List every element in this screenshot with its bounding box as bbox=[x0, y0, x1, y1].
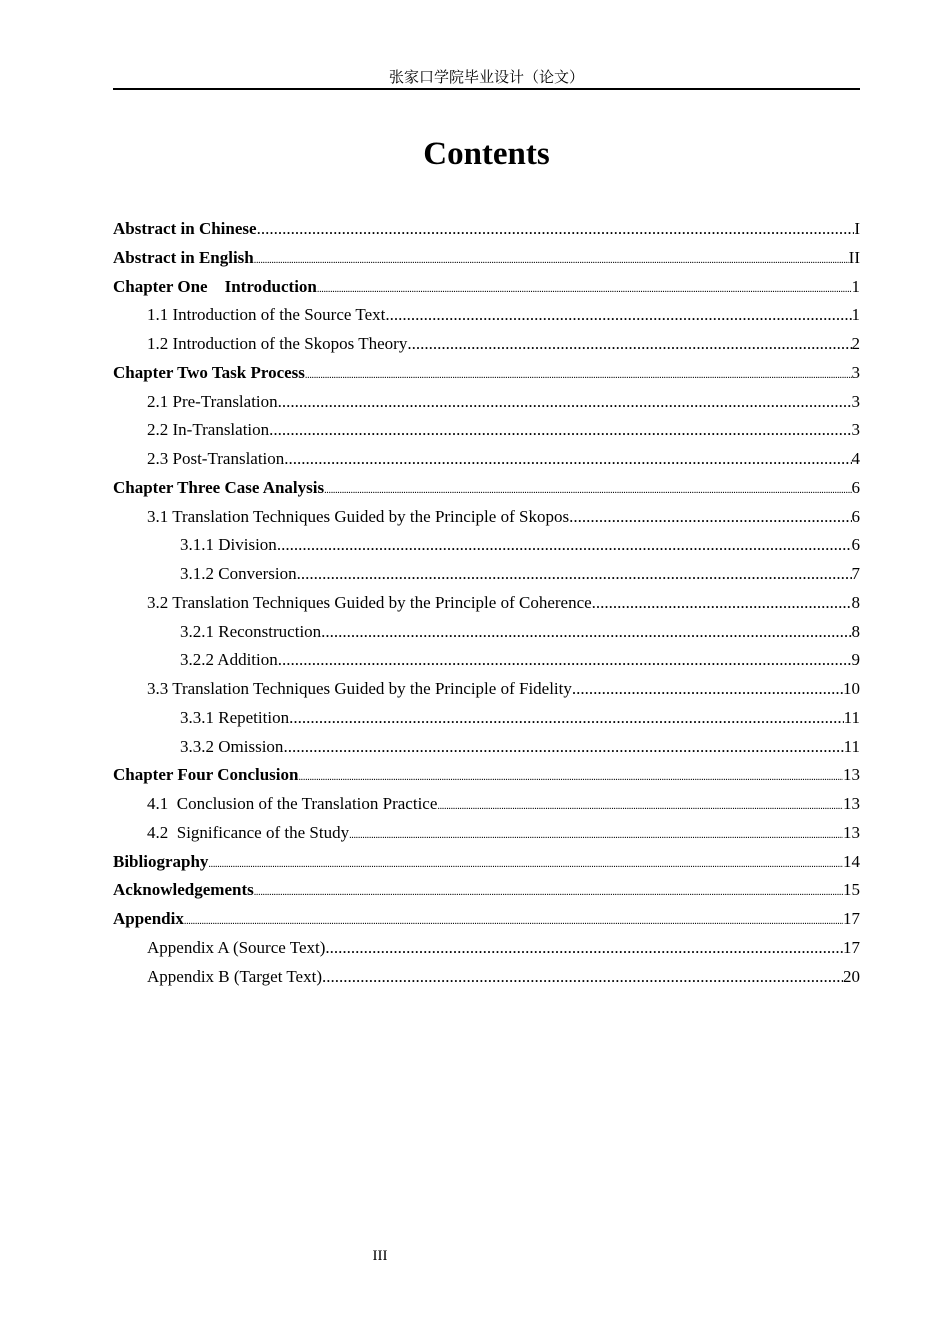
page-number: III bbox=[372, 1248, 388, 1264]
toc-entry-page: 3 bbox=[851, 391, 860, 411]
toc-entry-page: 6 bbox=[851, 535, 860, 555]
dot-leader bbox=[569, 503, 851, 532]
toc-entry[interactable] bbox=[113, 761, 860, 790]
toc-entry[interactable] bbox=[113, 848, 860, 877]
toc-entry-page: 8 bbox=[851, 621, 860, 641]
toc-entry-label: 3.3.2 Omission bbox=[180, 736, 284, 756]
toc-entry-label: Appendix A (Source Text) bbox=[147, 937, 326, 957]
toc-entry-label: 3.1 Translation Techniques Guided by the Principle of Skopos bbox=[147, 506, 570, 526]
toc-entry[interactable] bbox=[113, 905, 860, 934]
table-of-contents bbox=[113, 215, 860, 991]
dot-leader bbox=[321, 618, 851, 647]
dot-leader bbox=[283, 733, 843, 762]
toc-entry[interactable] bbox=[113, 215, 860, 244]
toc-title: Contents bbox=[423, 136, 550, 172]
toc-entry-label: 3.2 Translation Techniques Guided by the Principle of Coherence bbox=[147, 592, 592, 612]
toc-entry-label: 1.1 Introduction of the Source Text bbox=[147, 305, 386, 325]
toc-entry[interactable] bbox=[113, 531, 860, 560]
toc-entry[interactable] bbox=[113, 503, 860, 532]
toc-entry[interactable] bbox=[113, 416, 860, 445]
toc-entry[interactable] bbox=[113, 675, 860, 704]
dot-leader bbox=[278, 388, 852, 417]
toc-entry[interactable] bbox=[113, 733, 860, 762]
toc-entry[interactable] bbox=[113, 963, 860, 992]
toc-entry-label: Abstract in English bbox=[113, 247, 254, 267]
toc-entry-page: 17 bbox=[843, 937, 860, 957]
dot-leader bbox=[385, 301, 851, 330]
toc-entry[interactable] bbox=[113, 474, 860, 503]
toc-entry-label: 3.3.1 Repetition bbox=[180, 707, 290, 727]
toc-entry[interactable] bbox=[113, 934, 860, 963]
dot-leader bbox=[284, 445, 851, 474]
dot-leader bbox=[208, 851, 843, 880]
toc-entry[interactable] bbox=[113, 560, 860, 589]
toc-entry[interactable] bbox=[113, 589, 860, 618]
toc-entry-page: 6 bbox=[851, 477, 860, 497]
toc-entry-label: Abstract in Chinese bbox=[113, 219, 257, 238]
toc-entry-page: 1 bbox=[851, 276, 860, 296]
toc-entry[interactable] bbox=[113, 876, 860, 905]
toc-entry-label: 3.1.1 Division bbox=[180, 535, 277, 555]
toc-entry-label: 2.1 Pre-Translation bbox=[147, 391, 278, 411]
dot-leader bbox=[297, 560, 852, 589]
dot-leader bbox=[437, 793, 843, 822]
page-header: 张家口学院毕业设计（论文） bbox=[113, 68, 860, 90]
dot-leader bbox=[572, 675, 843, 704]
toc-entry[interactable] bbox=[113, 704, 860, 733]
toc-entry[interactable] bbox=[113, 330, 860, 359]
toc-entry[interactable] bbox=[113, 359, 860, 388]
toc-entry-label: 3.1.2 Conversion bbox=[180, 564, 297, 583]
toc-entry-page: 13 bbox=[843, 822, 860, 842]
toc-entry-label: Bibliography bbox=[113, 851, 209, 871]
toc-entry-label: Acknowledgements bbox=[113, 880, 254, 900]
toc-entry-page: II bbox=[848, 247, 860, 267]
toc-entry-page: 14 bbox=[843, 851, 860, 871]
toc-entry[interactable] bbox=[113, 618, 860, 647]
toc-entry-page: 13 bbox=[843, 794, 860, 813]
dot-leader bbox=[317, 276, 852, 305]
toc-entry-page: 15 bbox=[843, 880, 860, 900]
toc-entry[interactable] bbox=[113, 819, 860, 848]
toc-entry-label: 2.2 In-Translation bbox=[147, 420, 270, 440]
toc-entry[interactable] bbox=[113, 790, 860, 819]
dot-leader bbox=[324, 477, 851, 506]
toc-entry[interactable] bbox=[113, 301, 860, 330]
dot-leader bbox=[325, 934, 843, 963]
toc-entry-page: 13 bbox=[843, 765, 860, 785]
toc-entry[interactable] bbox=[113, 273, 860, 302]
toc-entry-page: 1 bbox=[851, 305, 860, 325]
dot-leader bbox=[269, 416, 851, 445]
toc-entry-page: 11 bbox=[843, 736, 860, 756]
toc-entry-label: Chapter One Introduction bbox=[113, 276, 317, 296]
dot-leader bbox=[257, 215, 855, 244]
toc-entry-label: 2.3 Post-Translation bbox=[147, 449, 285, 468]
dot-leader bbox=[592, 589, 852, 618]
toc-entry-label: Appendix B (Target Text) bbox=[147, 966, 322, 986]
toc-entry-label: Chapter Three Case Analysis bbox=[113, 477, 325, 497]
toc-entry[interactable] bbox=[113, 244, 860, 273]
toc-entry-page: 2 bbox=[851, 334, 860, 353]
toc-entry-label: 3.2.1 Reconstruction bbox=[180, 621, 322, 641]
toc-entry[interactable] bbox=[113, 388, 860, 417]
toc-entry-page: 7 bbox=[851, 564, 860, 583]
dot-leader bbox=[254, 247, 849, 276]
dot-leader bbox=[289, 704, 844, 733]
toc-entry-page: 4 bbox=[851, 449, 860, 468]
toc-entry-page: 20 bbox=[843, 966, 860, 986]
toc-entry-label: Chapter Two Task Process bbox=[113, 362, 305, 382]
dot-leader bbox=[184, 908, 843, 937]
toc-entry-page: 9 bbox=[851, 650, 860, 670]
toc-entry-page: 11 bbox=[843, 707, 860, 727]
dot-leader bbox=[349, 822, 843, 851]
toc-entry-label: 3.3 Translation Techniques Guided by the Principle of Fidelity bbox=[147, 679, 572, 698]
dot-leader bbox=[277, 531, 852, 560]
toc-entry-page: 10 bbox=[843, 679, 860, 698]
toc-entry-page: 3 bbox=[851, 362, 860, 382]
toc-entry-label: Chapter Four Conclusion bbox=[113, 765, 299, 785]
dot-leader bbox=[298, 764, 843, 793]
toc-entry-label: 4.1 Conclusion of the Translation Practice bbox=[147, 794, 438, 813]
toc-entry-page: 8 bbox=[851, 592, 860, 612]
toc-entry[interactable] bbox=[113, 646, 860, 675]
dot-leader bbox=[322, 963, 843, 992]
toc-entry-label: 4.2 Significance of the Study bbox=[147, 822, 350, 842]
toc-entry-page: 3 bbox=[851, 420, 860, 440]
toc-entry-page: 6 bbox=[851, 506, 860, 526]
dot-leader bbox=[254, 879, 843, 908]
toc-entry-page: I bbox=[854, 219, 860, 238]
toc-entry-label: 3.2.2 Addition bbox=[180, 650, 278, 670]
toc-entry-label: Appendix bbox=[113, 909, 184, 928]
dot-leader bbox=[407, 330, 851, 359]
toc-entry[interactable] bbox=[113, 445, 860, 474]
dot-leader bbox=[278, 646, 852, 675]
toc-entry-label: 1.2 Introduction of the Skopos Theory bbox=[147, 334, 408, 353]
dot-leader bbox=[305, 362, 852, 391]
toc-entry-page: 17 bbox=[843, 909, 860, 928]
